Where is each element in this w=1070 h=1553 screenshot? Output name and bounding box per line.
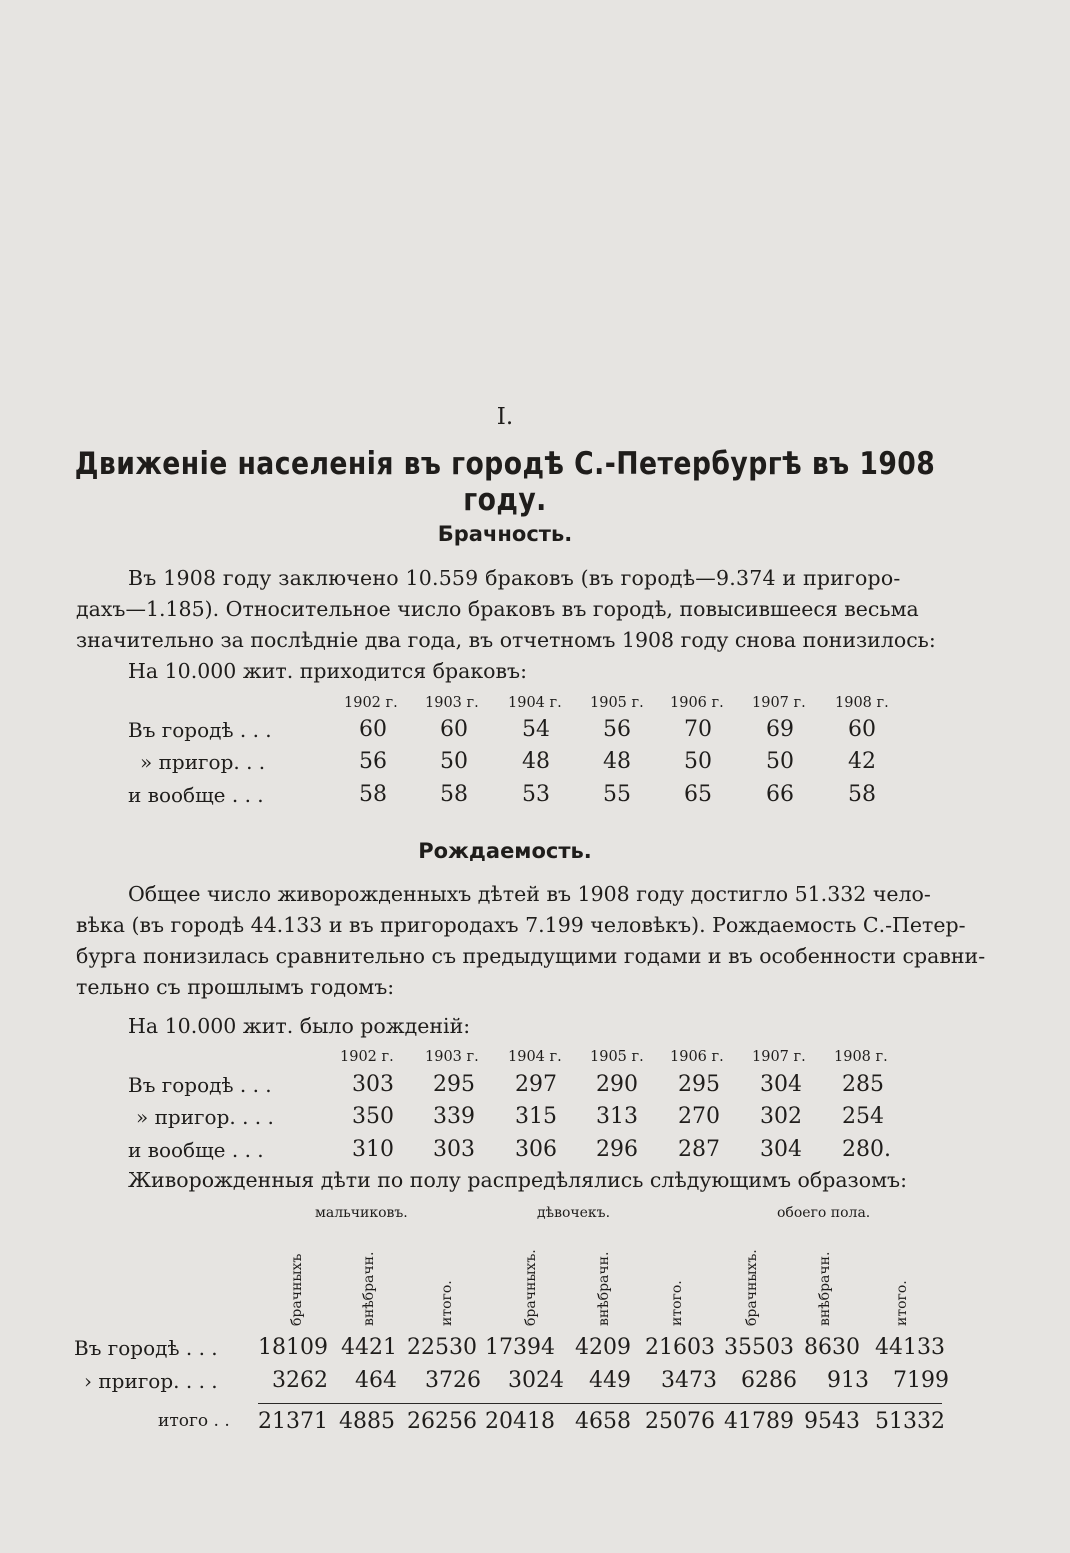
total-cell: 20418 (485, 1409, 555, 1434)
marriage-line-3: значительно за послѣдніе два года, въ отчетномъ 1908 году снова понизилось: (76, 628, 936, 652)
birth-cell: 296 (596, 1137, 638, 1162)
total-row-label: итого . . (158, 1411, 230, 1431)
column-header: внѣбрачн. (596, 1251, 612, 1326)
sex-cell: 449 (589, 1368, 631, 1393)
total-cell: 9543 (804, 1409, 860, 1434)
group-header-boys: мальчиковъ. (315, 1205, 408, 1221)
marriage-year: 1903 г. (425, 695, 479, 711)
sex-cell: 6286 (741, 1368, 797, 1393)
birth-year: 1904 г. (508, 1049, 562, 1065)
sex-cell: 17394 (485, 1335, 555, 1360)
sex-cell: 4421 (341, 1335, 397, 1360)
birth-cell: 306 (515, 1137, 557, 1162)
marriage-year: 1904 г. (508, 695, 562, 711)
marriage-cell: 50 (766, 749, 794, 774)
sex-cell: 7199 (893, 1368, 949, 1393)
birth-cell: 287 (678, 1137, 720, 1162)
marriage-cell: 42 (848, 749, 876, 774)
marriage-year: 1905 г. (590, 695, 644, 711)
birth-cell: 297 (515, 1072, 557, 1097)
sex-cell: 21603 (645, 1335, 715, 1360)
birth-cell: 270 (678, 1104, 720, 1129)
marriage-cell: 60 (440, 717, 468, 742)
sex-cell: 35503 (724, 1335, 794, 1360)
sex-row-label: › пригор. . . . (84, 1369, 218, 1393)
birth-line-2: вѣка (въ городѣ 44.133 и въ пригородахъ 7.199 человѣкъ). Рождаемость С.-Петер- (76, 913, 966, 937)
sex-cell: 3473 (661, 1368, 717, 1393)
marriage-cell: 50 (440, 749, 468, 774)
column-header: итого. (894, 1280, 910, 1326)
sex-cell: 913 (827, 1368, 869, 1393)
total-cell: 41789 (724, 1409, 794, 1434)
birth-line-4: тельно съ прошлымъ годомъ: (76, 975, 395, 999)
group-header-girls: дѣвочекъ. (537, 1205, 611, 1221)
marriage-year: 1906 г. (670, 695, 724, 711)
total-cell: 4885 (339, 1409, 395, 1434)
total-cell: 51332 (875, 1409, 945, 1434)
sex-cell: 8630 (804, 1335, 860, 1360)
marriage-cell: 69 (766, 717, 794, 742)
birth-cell: 315 (515, 1104, 557, 1129)
birth-year: 1905 г. (590, 1049, 644, 1065)
birth-row-label: » пригор. . . . (136, 1105, 274, 1129)
marriage-line-1: Въ 1908 году заключено 10.559 браковъ (въ городѣ—9.374 и пригоро- (128, 566, 901, 590)
birth-cell: 290 (596, 1072, 638, 1097)
column-header: итого. (669, 1280, 685, 1326)
sex-cell: 3262 (272, 1368, 328, 1393)
birth-cell: 254 (842, 1104, 884, 1129)
total-cell: 4658 (575, 1409, 631, 1434)
marriage-cell: 60 (848, 717, 876, 742)
birth-cell: 295 (678, 1072, 720, 1097)
marriage-cell: 56 (359, 749, 387, 774)
marriage-year: 1902 г. (344, 695, 398, 711)
sex-cell: 3024 (508, 1368, 564, 1393)
birth-heading: Рождаемость. (418, 839, 592, 863)
marriage-cell: 55 (603, 782, 631, 807)
birth-cell: 295 (433, 1072, 475, 1097)
column-header: брачныхъ. (744, 1249, 760, 1326)
column-header: брачныхъ (289, 1253, 305, 1326)
marriage-cell: 58 (440, 782, 468, 807)
column-header: внѣбрачн. (361, 1251, 377, 1326)
marriage-cell: 58 (848, 782, 876, 807)
column-header: итого. (439, 1280, 455, 1326)
total-cell: 25076 (645, 1409, 715, 1434)
birth-year: 1906 г. (670, 1049, 724, 1065)
sex-row-label: Въ городѣ . . . (74, 1336, 218, 1360)
birth-cell: 310 (352, 1137, 394, 1162)
total-cell: 21371 (258, 1409, 328, 1434)
marriage-per-label: На 10.000 жит. приходится браковъ: (128, 659, 527, 683)
marriage-year: 1908 г. (835, 695, 889, 711)
birth-cell: 285 (842, 1072, 884, 1097)
marriage-cell: 60 (359, 717, 387, 742)
birth-year: 1903 г. (425, 1049, 479, 1065)
birth-cell: 304 (760, 1137, 802, 1162)
marriage-row-label: и вообще . . . (128, 783, 264, 807)
marriage-cell: 58 (359, 782, 387, 807)
total-cell: 26256 (407, 1409, 477, 1434)
marriage-cell: 50 (684, 749, 712, 774)
group-header-both: обоего пола. (777, 1205, 871, 1221)
marriage-row-label: Въ городѣ . . . (128, 718, 272, 742)
birth-line-3: бурга понизилась сравнительно съ предыдущими годами и въ особенности сравни- (76, 944, 986, 968)
marriage-cell: 53 (522, 782, 550, 807)
marriage-cell: 56 (603, 717, 631, 742)
marriage-cell: 54 (522, 717, 550, 742)
sex-cell: 22530 (407, 1335, 477, 1360)
column-header: внѣбрачн. (817, 1251, 833, 1326)
sex-cell: 18109 (258, 1335, 328, 1360)
total-divider (258, 1403, 942, 1404)
marriage-row-label: » пригор. . . (140, 750, 266, 774)
sex-cell: 3726 (425, 1368, 481, 1393)
birth-cell: 303 (433, 1137, 475, 1162)
birth-line-1: Общее число живорожденныхъ дѣтей въ 1908 году достигло 51.332 чело- (128, 882, 931, 906)
marriage-line-2: дахъ—1.185). Относительное число браковъ въ городѣ, повысившееся весьма (76, 597, 919, 621)
marriage-cell: 65 (684, 782, 712, 807)
marriage-cell: 70 (684, 717, 712, 742)
birth-cell: 303 (352, 1072, 394, 1097)
sex-cell: 4209 (575, 1335, 631, 1360)
birth-cell: 280. (842, 1137, 891, 1162)
birth-cell: 339 (433, 1104, 475, 1129)
section-number: I. (496, 404, 514, 430)
sex-cell: 464 (355, 1368, 397, 1393)
marriage-cell: 48 (522, 749, 550, 774)
marriage-heading: Брачность. (437, 522, 573, 546)
sex-cell: 44133 (875, 1335, 945, 1360)
birth-year: 1907 г. (752, 1049, 806, 1065)
birth-cell: 304 (760, 1072, 802, 1097)
birth-cell: 350 (352, 1104, 394, 1129)
page-title: Движеніе населенія въ городѣ С.-Петербургѣ въ 1908 году. (74, 446, 936, 518)
birth-cell: 302 (760, 1104, 802, 1129)
birth-year: 1902 г. (340, 1049, 394, 1065)
marriage-cell: 48 (603, 749, 631, 774)
birth-cell: 313 (596, 1104, 638, 1129)
marriage-year: 1907 г. (752, 695, 806, 711)
birth-per-label: На 10.000 жит. было рожденій: (128, 1014, 471, 1038)
sex-distribution-intro: Живорожденныя дѣти по полу распредѣлялись слѣдующимъ образомъ: (128, 1168, 907, 1192)
birth-year: 1908 г. (834, 1049, 888, 1065)
column-header: брачныхъ. (523, 1249, 539, 1326)
birth-row-label: Въ городѣ . . . (128, 1073, 272, 1097)
birth-row-label: и вообще . . . (128, 1138, 264, 1162)
marriage-cell: 66 (766, 782, 794, 807)
